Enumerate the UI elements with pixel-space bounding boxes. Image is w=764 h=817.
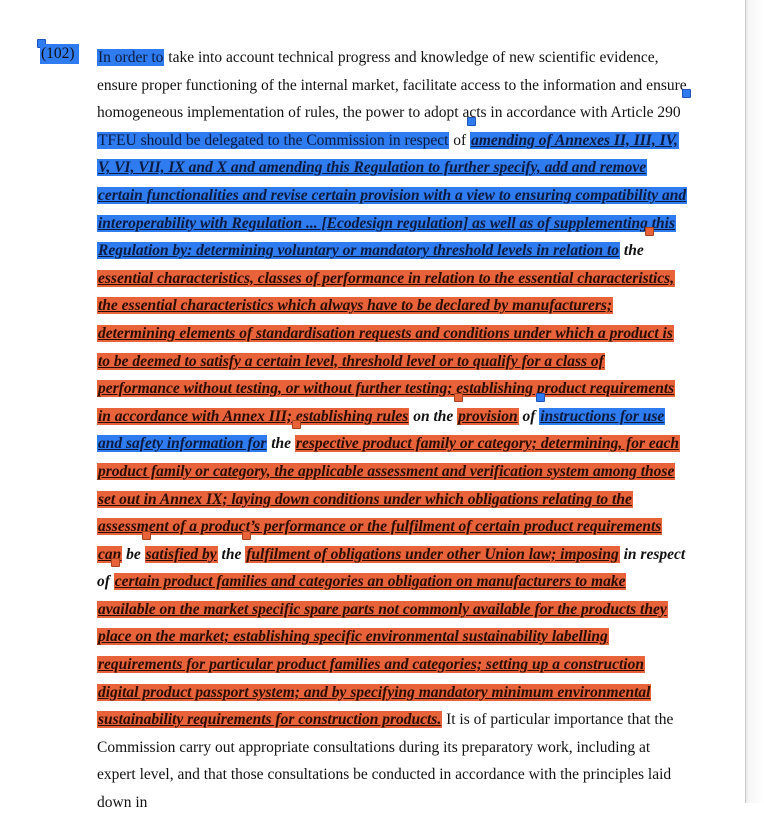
highlight-orange-amendment[interactable]: certain product families and categories an obligation on manufacturers to make available on the market specific spare parts not commonly available for the products they place on the market; establishing specific environmental sustainability labelling requirements for particular product families and categories; setting up a construction digital product passport system; and by specifying mandatory minimum environmental sustainability requirements for construction products.	[98, 573, 667, 729]
highlight-orange-amendment[interactable]: provision	[458, 407, 518, 425]
text-run: take into account technical progress and knowledge of new scientific evidence, ensure proper functioning of the internal market, facilitate access to the information and ensure homogeneous implementation of rules, the power to adopt acts in accordance with Article 290	[97, 49, 687, 122]
highlight-orange-amendment[interactable]: essential characteristics, classes of performance in relation to the essential characteristics, the essential characteristics which always have to be declared by manufacturers; determining elements of standardisation requests and conditions under which a product is to be deemed to satisfy a certain level, threshold level or to qualify for a class of performance without testing, or without further testing; establishing product requirements in accordance with Annex III; establishing rules	[98, 269, 675, 425]
highlight-orange-amendment[interactable]: fulfilment of obligations under other Union law; imposing	[246, 545, 619, 563]
page-edge-shadow	[745, 0, 764, 803]
text-run: It is of particular importance that the Commission carry out appropriate consultations during its preparatory work, including at expert level, and that those consultations be conducted in accordance with the principles laid down in	[97, 711, 674, 812]
text-run-italic: in respect of	[97, 545, 686, 591]
text-run-italic: the	[267, 435, 295, 453]
highlight-orange-amendment[interactable]: satisfied by	[145, 545, 217, 563]
text-run-italic: the	[217, 545, 246, 563]
paragraph-number: (102)	[40, 44, 79, 64]
highlight-blue-amendment[interactable]: amending of Annexes II, III, IV, V, VI, VII, IX and X and amending this Regulation to further specify, add and remove certain functionalities and revise certain provision with a view to ensuring compatibility and interoperability with Regulation ... [Ecodesign regulation] as well as of supplementing this Regulation by: determining voluntary or mandatory threshold levels in relation to	[98, 131, 687, 260]
text-run-italic: on the	[409, 407, 458, 425]
paragraph-text	[97, 44, 687, 817]
text-run-italic: of	[518, 407, 540, 425]
text-run-italic: be	[122, 545, 145, 563]
paragraph-body	[97, 44, 687, 817]
text-run-italic: the	[620, 242, 648, 260]
text-run: of	[449, 131, 471, 149]
highlight-orange-amendment[interactable]: respective product family or category; determining, for each product family or category, the applicable assessment and verification system among those set out in Annex IX; laying down conditions under which obligations relating to the assessment of a product’s performance or the fulfilment of certain product requirements can	[98, 435, 680, 563]
highlight-blue-amendment[interactable]: instructions for use and safety information for	[98, 407, 665, 453]
highlight-blue[interactable]: TFEU should be delegated to the Commission in respect	[98, 131, 449, 149]
highlight-blue[interactable]: In order to	[98, 49, 164, 66]
